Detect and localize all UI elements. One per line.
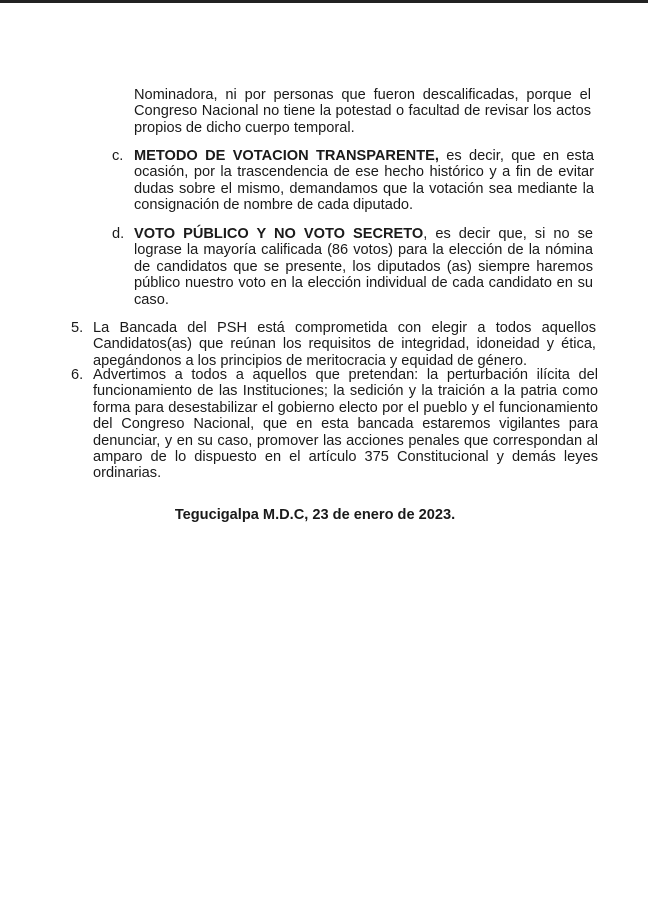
list-item-c [134,148,594,214]
place-and-date-signoff: Tegucigalpa M.D.C, 23 de enero de 2023. [174,507,456,523]
list-marker-6: 6. [71,367,84,383]
item-d-text: , es decir que, si no se lograse la mayoría calificada (86 votos) para la elección de la nómina de candidatos que se presente, los diputados (as) siempre haremos público nuestro voto en la elección individual de cada candidato en su caso. [134,226,593,308]
item-c-text: es decir, que en esta ocasión, por la trascendencia de ese hecho histórico y a fin de evitar dudas sobre el mismo, demandamos que la votación sea mediante la consignación de nombre de cada diputado. [134,148,594,214]
item-c-heading: METODO DE VOTACION TRANSPARENTE, [134,148,439,164]
continued-paragraph: Nominadora, ni por personas que fueron descalificadas, porque el Congreso Nacional no tiene la potestad o facultad de revisar los actos propios de dicho cuerpo temporal. [134,87,591,136]
list-marker-5: 5. [71,320,84,336]
item-d-heading: VOTO PÚBLICO Y NO VOTO SECRETO [134,226,424,242]
list-marker-c: c. [112,148,124,164]
list-marker-d: d. [112,226,125,242]
list-item-d [134,226,593,308]
list-item-5: La Bancada del PSH está comprometida con elegir a todos aquellos Candidatos(as) que reúnan los requisitos de integridad, idoneidad y ética, apegándonos a los principios de meritocracia y equidad de género. [93,320,596,369]
list-item-6: Advertimos a todos a aquellos que pretendan: la perturbación ilícita del funcionamiento de las Instituciones; la sedición y la traición a la patria como forma para desestabilizar el gobierno electo por el pueblo y el funcionamiento del Congreso Nacional, que en esta bancada estaremos vigilantes para denunciar, y en su caso, promover las acciones penales que correspondan al amparo de lo dispuesto en el artículo 375 Constitucional y demás leyes ordinarias. [93,367,598,482]
top-border-rule [0,0,648,3]
